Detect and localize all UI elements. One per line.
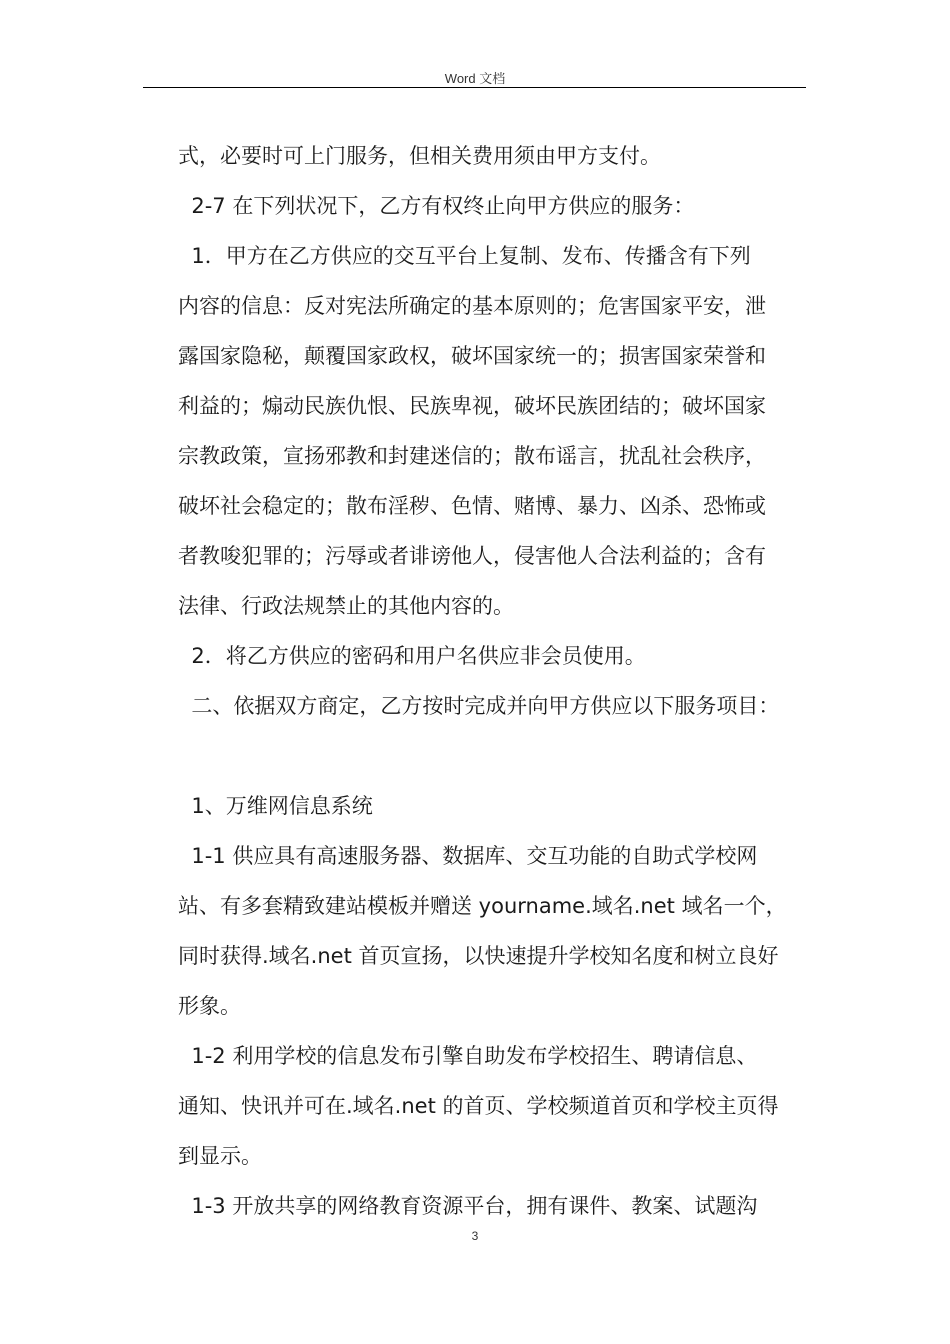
page-header-label: Word 文档 [444, 71, 506, 86]
body-line: 2-7 在下列状况下，乙方有权终止向甲方供应的服务： [178, 194, 695, 218]
body-line: 1、万维网信息系统 [178, 794, 373, 818]
body-line: 法律、行政法规禁止的其他内容的。 [178, 594, 514, 618]
body-line: 利益的；煽动民族仇恨、民族卑视，破坏民族团结的；破坏国家 [178, 394, 766, 418]
body-line: 破坏社会稳定的；散布淫秽、色情、赌博、暴力、凶杀、恐怖或 [178, 494, 766, 518]
body-line: 露国家隐秘，颠覆国家政权，破坏国家统一的；损害国家荣誉和 [178, 344, 766, 368]
body-line: 1-3 开放共享的网络教育资源平台，拥有课件、教案、试题沟 [178, 1194, 758, 1218]
body-line: 形象。 [178, 994, 241, 1018]
body-line: 1-1 供应具有高速服务器、数据库、交互功能的自助式学校网 [178, 844, 758, 868]
body-line: 内容的信息：反对宪法所确定的基本原则的；危害国家平安，泄 [178, 294, 766, 318]
body-line: 同时获得.域名.net 首页宣扬，以快速提升学校知名度和树立良好 [178, 944, 779, 968]
body-line: 通知、快讯并可在.域名.net 的首页、学校频道首页和学校主页得 [178, 1094, 779, 1118]
body-line: 2．将乙方供应的密码和用户名供应非会员使用。 [178, 644, 646, 668]
body-line: 到显示。 [178, 1144, 262, 1168]
document-body [178, 131, 810, 1231]
body-line: 1-2 利用学校的信息发布引擎自助发布学校招生、聘请信息、 [178, 1044, 758, 1068]
body-line: 宗教政策，宣扬邪教和封建迷信的；散布谣言，扰乱社会秩序， [178, 444, 766, 468]
header-divider [143, 87, 806, 88]
body-line: 二、依据双方商定，乙方按时完成并向甲方供应以下服务项目： [178, 694, 780, 718]
body-line: 站、有多套精致建站模板并赠送 yourname.域名.net 域名一个， [178, 894, 787, 918]
body-line: 式，必要时可上门服务，但相关费用须由甲方支付。 [178, 144, 661, 168]
page-number: 3 [471, 1229, 479, 1243]
blank-line [178, 731, 810, 781]
body-line: 者教唆犯罪的；污辱或者诽谤他人，侵害他人合法利益的；含有 [178, 544, 766, 568]
body-line: 1．甲方在乙方供应的交互平台上复制、发布、传播含有下列 [178, 244, 751, 268]
